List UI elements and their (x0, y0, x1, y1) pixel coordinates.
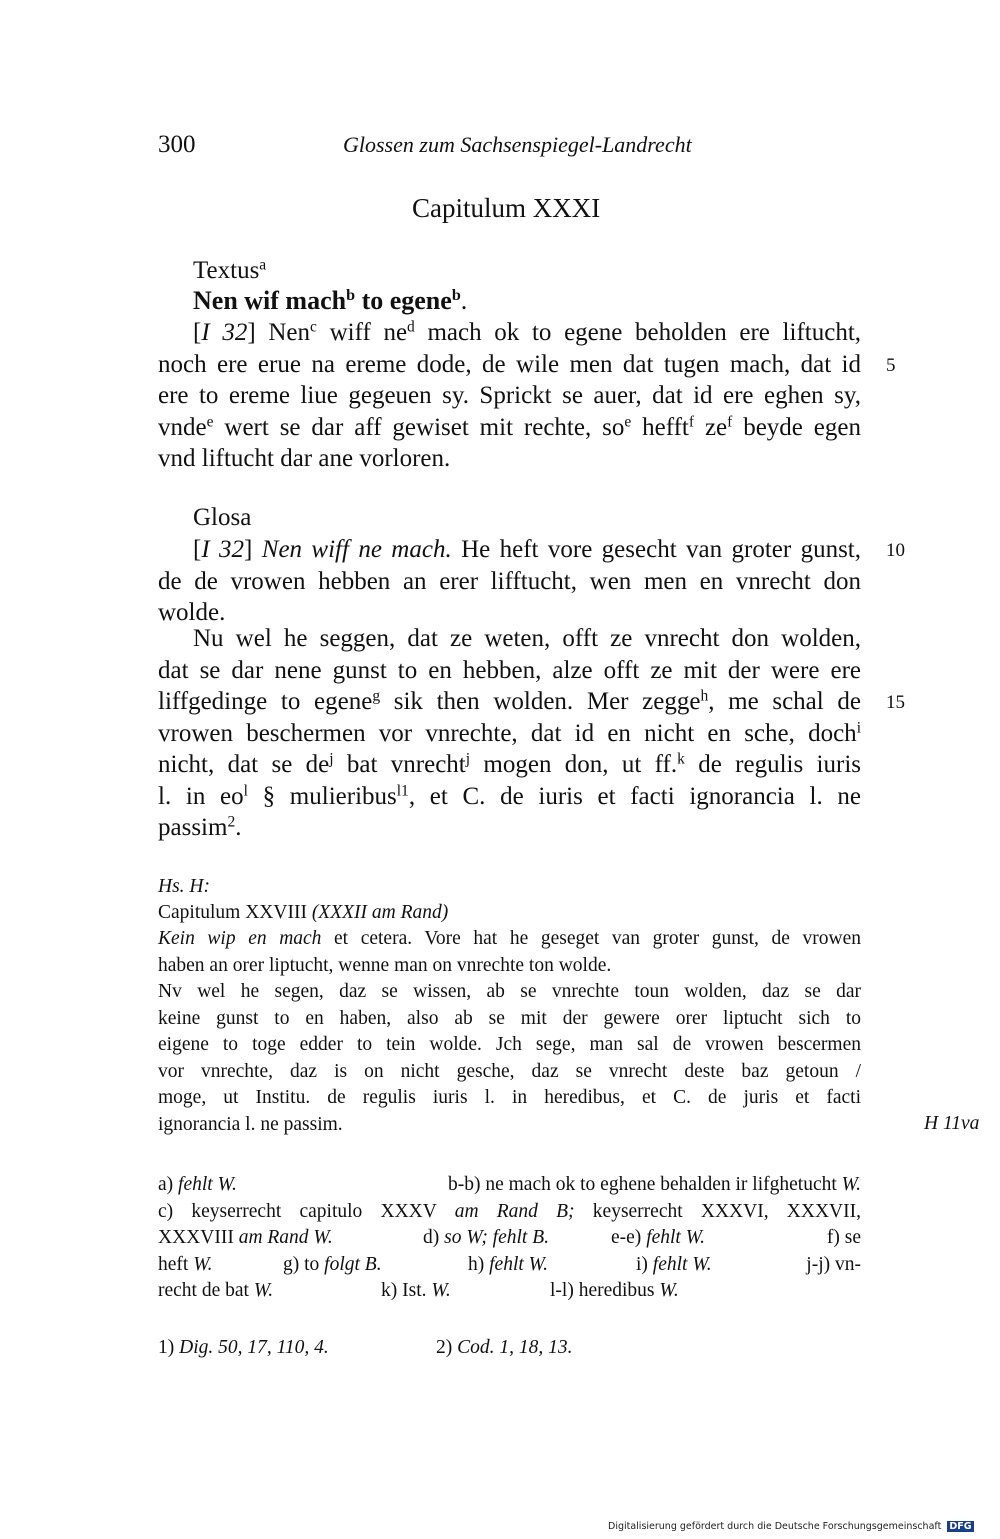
footnote-mark: i (856, 718, 861, 736)
footnote-mark: a (259, 256, 267, 274)
text-segment: et cetera. Vore hat he geseget van groter gunst, de vrowen (321, 928, 861, 949)
glosa-paragraph-2 (158, 623, 861, 844)
footnote-mark: b (451, 287, 461, 305)
text-segment: , me schal de (708, 688, 861, 715)
text-segment: de regulis iuris (684, 751, 861, 778)
text-line (158, 566, 861, 598)
text-segment: vnd liftucht dar ane vorloren. (158, 445, 451, 472)
italic-text: so W; fehlt B. (444, 1227, 550, 1248)
italic-text: fehlt W. (652, 1253, 712, 1275)
italic-text: Cod. 1, 18, 13. (457, 1337, 573, 1358)
italic-text: W. (659, 1280, 679, 1301)
hs-line (158, 1006, 861, 1033)
text-segment: [ (193, 536, 202, 563)
text-segment: He heft vore gesecht van groter gunst, (451, 536, 862, 563)
text-segment: 2) (436, 1337, 458, 1358)
text-segment: l-l) heredibus (550, 1280, 660, 1301)
text-segment: . (235, 814, 242, 841)
text-segment: a) (158, 1174, 179, 1195)
italic-text: W. (253, 1280, 274, 1301)
textus-lemma (193, 285, 467, 317)
text-segment: h) (468, 1253, 490, 1275)
text-segment: ] (244, 536, 262, 563)
lemma-part: . (460, 286, 468, 315)
text-segment: keyserrecht XXXVI, XXXVII, (574, 1200, 861, 1222)
footnote-mark: f (688, 412, 695, 430)
text-segment: moge, ut Institu. de regulis iuris l. in heredibus, et C. de juris et facti (158, 1087, 861, 1108)
apparatus-note (468, 1252, 548, 1279)
apparatus-note (283, 1252, 382, 1279)
italic-text: Dig. 50, 17, 110, 4. (179, 1337, 329, 1358)
textus-heading-text: Textus (193, 257, 260, 284)
running-title: Glossen zum Sachsenspiegel-Landrecht (343, 132, 692, 157)
lemma-part: Nen wif mach (193, 286, 347, 315)
italic-text: am Rand B; (454, 1200, 575, 1222)
footnote-mark: f (727, 412, 733, 430)
text-segment: Nu wel he seggen, dat ze weten, offt ze vnrecht don wolden, (193, 625, 861, 652)
italic-text: am Rand W. (238, 1227, 333, 1248)
text-segment: [ (193, 319, 202, 346)
text-segment: ] Nen (247, 319, 310, 346)
hs-line (158, 1032, 861, 1059)
footnote-mark: j (329, 750, 334, 768)
italic-text: Kein wip en mach (158, 928, 322, 949)
text-segment: haben an orer liptucht, wenne man on vnrechte ton wolde. (158, 954, 612, 976)
apparatus-note (806, 1252, 861, 1279)
text-segment: vor vnrechte, daz is on nicht gesche, daz se vnrecht deste baz getoun / (158, 1060, 861, 1082)
text-line (158, 380, 861, 412)
source-note (158, 1335, 329, 1362)
text-line (158, 623, 861, 655)
text-segment: ere to ereme liue gegeuen sy. Sprickt se auer, dat id ere eghen sy, (158, 382, 861, 409)
apparatus-note (611, 1225, 705, 1252)
italic-text: I 32 (201, 536, 245, 563)
textus-heading (193, 255, 266, 287)
line-number-5: 5 (886, 355, 896, 376)
dfg-logo: DFG (949, 1521, 972, 1532)
apparatus-note (158, 1225, 333, 1252)
glosa-paragraph-1 (158, 534, 861, 629)
text-segment: Nv wel he segen, daz se wissen, ab se vnrechte toun wolden, daz se dar (158, 981, 861, 1002)
text-segment: wert se dar aff gewiset mit rechte, so (213, 413, 625, 441)
apparatus-row (158, 1172, 861, 1199)
footnote-mark: d (407, 318, 415, 336)
hs-line (158, 953, 861, 980)
footnote-mark: l1 (396, 781, 409, 799)
text-segment: i) (636, 1253, 653, 1275)
text-segment: ignorancia l. ne passim. (158, 1113, 343, 1135)
text-segment: passim (158, 814, 228, 841)
source-notes (158, 1335, 861, 1362)
source-note (436, 1335, 573, 1362)
lemma-part: to egene (355, 286, 452, 315)
text-segment: noch ere erue na ereme dode, de wile men dat tugen mach, dat id (158, 350, 861, 378)
italic-text: W. (431, 1280, 451, 1301)
text-line (158, 686, 861, 718)
text-segment: eigene to toge edder to tein wolde. Jch sege, man sal de vrowen bescermen (158, 1034, 861, 1055)
text-segment: 1) (158, 1337, 180, 1358)
line-number-10: 10 (886, 540, 905, 561)
text-segment: bat vnrecht (333, 751, 466, 778)
text-segment: sik then wolden. Mer zegge (380, 688, 701, 715)
apparatus-row (158, 1252, 861, 1279)
hs-line (158, 1085, 861, 1112)
italic-text: Nen wiff ne mach. (261, 536, 452, 563)
text-segment: liffgedinge to egene (158, 688, 373, 715)
text-segment: de de vrowen hebben an erer lifftucht, wen men en vnrecht don (158, 567, 861, 595)
italic-text: fehlt W. (178, 1174, 237, 1195)
line-number-15: 15 (886, 692, 905, 713)
hs-line (158, 1059, 861, 1086)
italic-text: W. (193, 1253, 213, 1275)
footnote-mark: e (624, 412, 632, 430)
text-line (158, 317, 861, 349)
apparatus-note (158, 1172, 237, 1199)
text-segment: heft (158, 1253, 194, 1275)
page-number: 300 (158, 131, 196, 158)
text-segment: k) Ist. (381, 1280, 432, 1301)
italic-text: W. (841, 1174, 861, 1195)
text-segment: b-b) ne mach ok to eghene behalden ir lifghetucht (448, 1174, 842, 1195)
apparatus-note (423, 1225, 549, 1252)
text-segment: g) to (283, 1253, 325, 1275)
text-line (158, 749, 861, 781)
italic-text: fehlt W. (646, 1227, 706, 1248)
apparatus-note (550, 1278, 679, 1305)
hs-chapter-note: (XXXII am Rand) (306, 902, 449, 923)
text-segment: c) keyserrecht capitulo XXXV (158, 1200, 455, 1222)
footer-note (608, 1521, 974, 1532)
text-line (158, 534, 861, 566)
apparatus-note (636, 1252, 712, 1279)
footnote-mark: 2 (227, 813, 236, 831)
text-segment: XXXVIII (158, 1227, 239, 1248)
text-segment: l. in eo (158, 782, 244, 810)
text-line (158, 412, 861, 444)
text-line (158, 781, 861, 813)
text-segment: beyde egen (732, 413, 861, 441)
hs-line (158, 1112, 861, 1139)
text-segment: mach ok to egene beholden ere liftucht, (414, 319, 862, 346)
hs-line (158, 926, 861, 953)
text-line (158, 655, 861, 687)
footer-text: Digitalisierung gefördert durch die Deutsche Forschungsgemeinschaft (608, 1521, 942, 1532)
text-line (158, 349, 861, 381)
critical-apparatus (158, 1172, 861, 1305)
apparatus-note (448, 1172, 861, 1199)
footnote-mark: c (310, 318, 317, 336)
hs-chapter-title: Capitulum XXVIII (158, 902, 307, 923)
apparatus-note (158, 1278, 273, 1305)
text-segment: mogen don, ut ff. (470, 751, 678, 778)
textus-body (158, 317, 861, 475)
footnote-mark: j (465, 750, 471, 768)
text-segment: d) (423, 1227, 445, 1248)
footnote-mark: b (346, 287, 356, 305)
text-segment: wiff ne (316, 319, 408, 346)
text-segment: f) se (826, 1227, 861, 1248)
text-line (158, 812, 861, 844)
text-line (158, 718, 861, 750)
text-segment: hefft (631, 413, 689, 441)
text-segment: , et C. de iuris et facti ignorancia l. ne (408, 782, 861, 810)
text-segment: vrowen beschermen vor vnrechte, dat id en nicht en sche, doch (158, 719, 857, 747)
footnote-mark: g (372, 687, 381, 705)
hs-label: Hs. H: (158, 876, 210, 897)
text-segment: nicht, dat se de (158, 751, 330, 778)
italic-text: fehlt W. (489, 1253, 548, 1275)
apparatus-note (158, 1252, 213, 1279)
text-segment: j-j) vn- (806, 1253, 861, 1275)
text-segment: keine gunst to en haben, also ab se mit der gewere orer liptucht sich to (158, 1007, 861, 1029)
hs-line (158, 979, 861, 1006)
margin-note: H 11va (924, 1113, 980, 1134)
text-line (158, 443, 861, 475)
footnote-mark: l (243, 781, 248, 799)
text-segment: dat se dar nene gunst to en hebben, alze offt ze mit der were ere (158, 656, 861, 684)
apparatus-note (827, 1225, 861, 1252)
apparatus-row (158, 1278, 861, 1305)
footnote-mark: k (677, 750, 685, 768)
hs-chapter (158, 900, 448, 927)
italic-text: I 32 (201, 319, 248, 346)
apparatus-row (158, 1225, 861, 1252)
apparatus-row (158, 1199, 861, 1226)
text-segment: ze (694, 413, 728, 441)
chapter-title: Capitulum XXXI (412, 193, 601, 223)
italic-text: folgt B. (324, 1253, 382, 1275)
text-segment: recht de bat (158, 1280, 254, 1301)
footnote-mark: e (206, 412, 214, 430)
apparatus-note (381, 1278, 451, 1305)
text-segment: e-e) (611, 1227, 647, 1248)
text-segment: § mulieribus (247, 782, 397, 810)
glosa-heading: Glosa (193, 504, 252, 531)
text-segment: wolde. (158, 599, 226, 626)
footnote-mark: h (700, 687, 709, 705)
hs-text (158, 926, 861, 1138)
text-segment: vnde (158, 413, 207, 441)
